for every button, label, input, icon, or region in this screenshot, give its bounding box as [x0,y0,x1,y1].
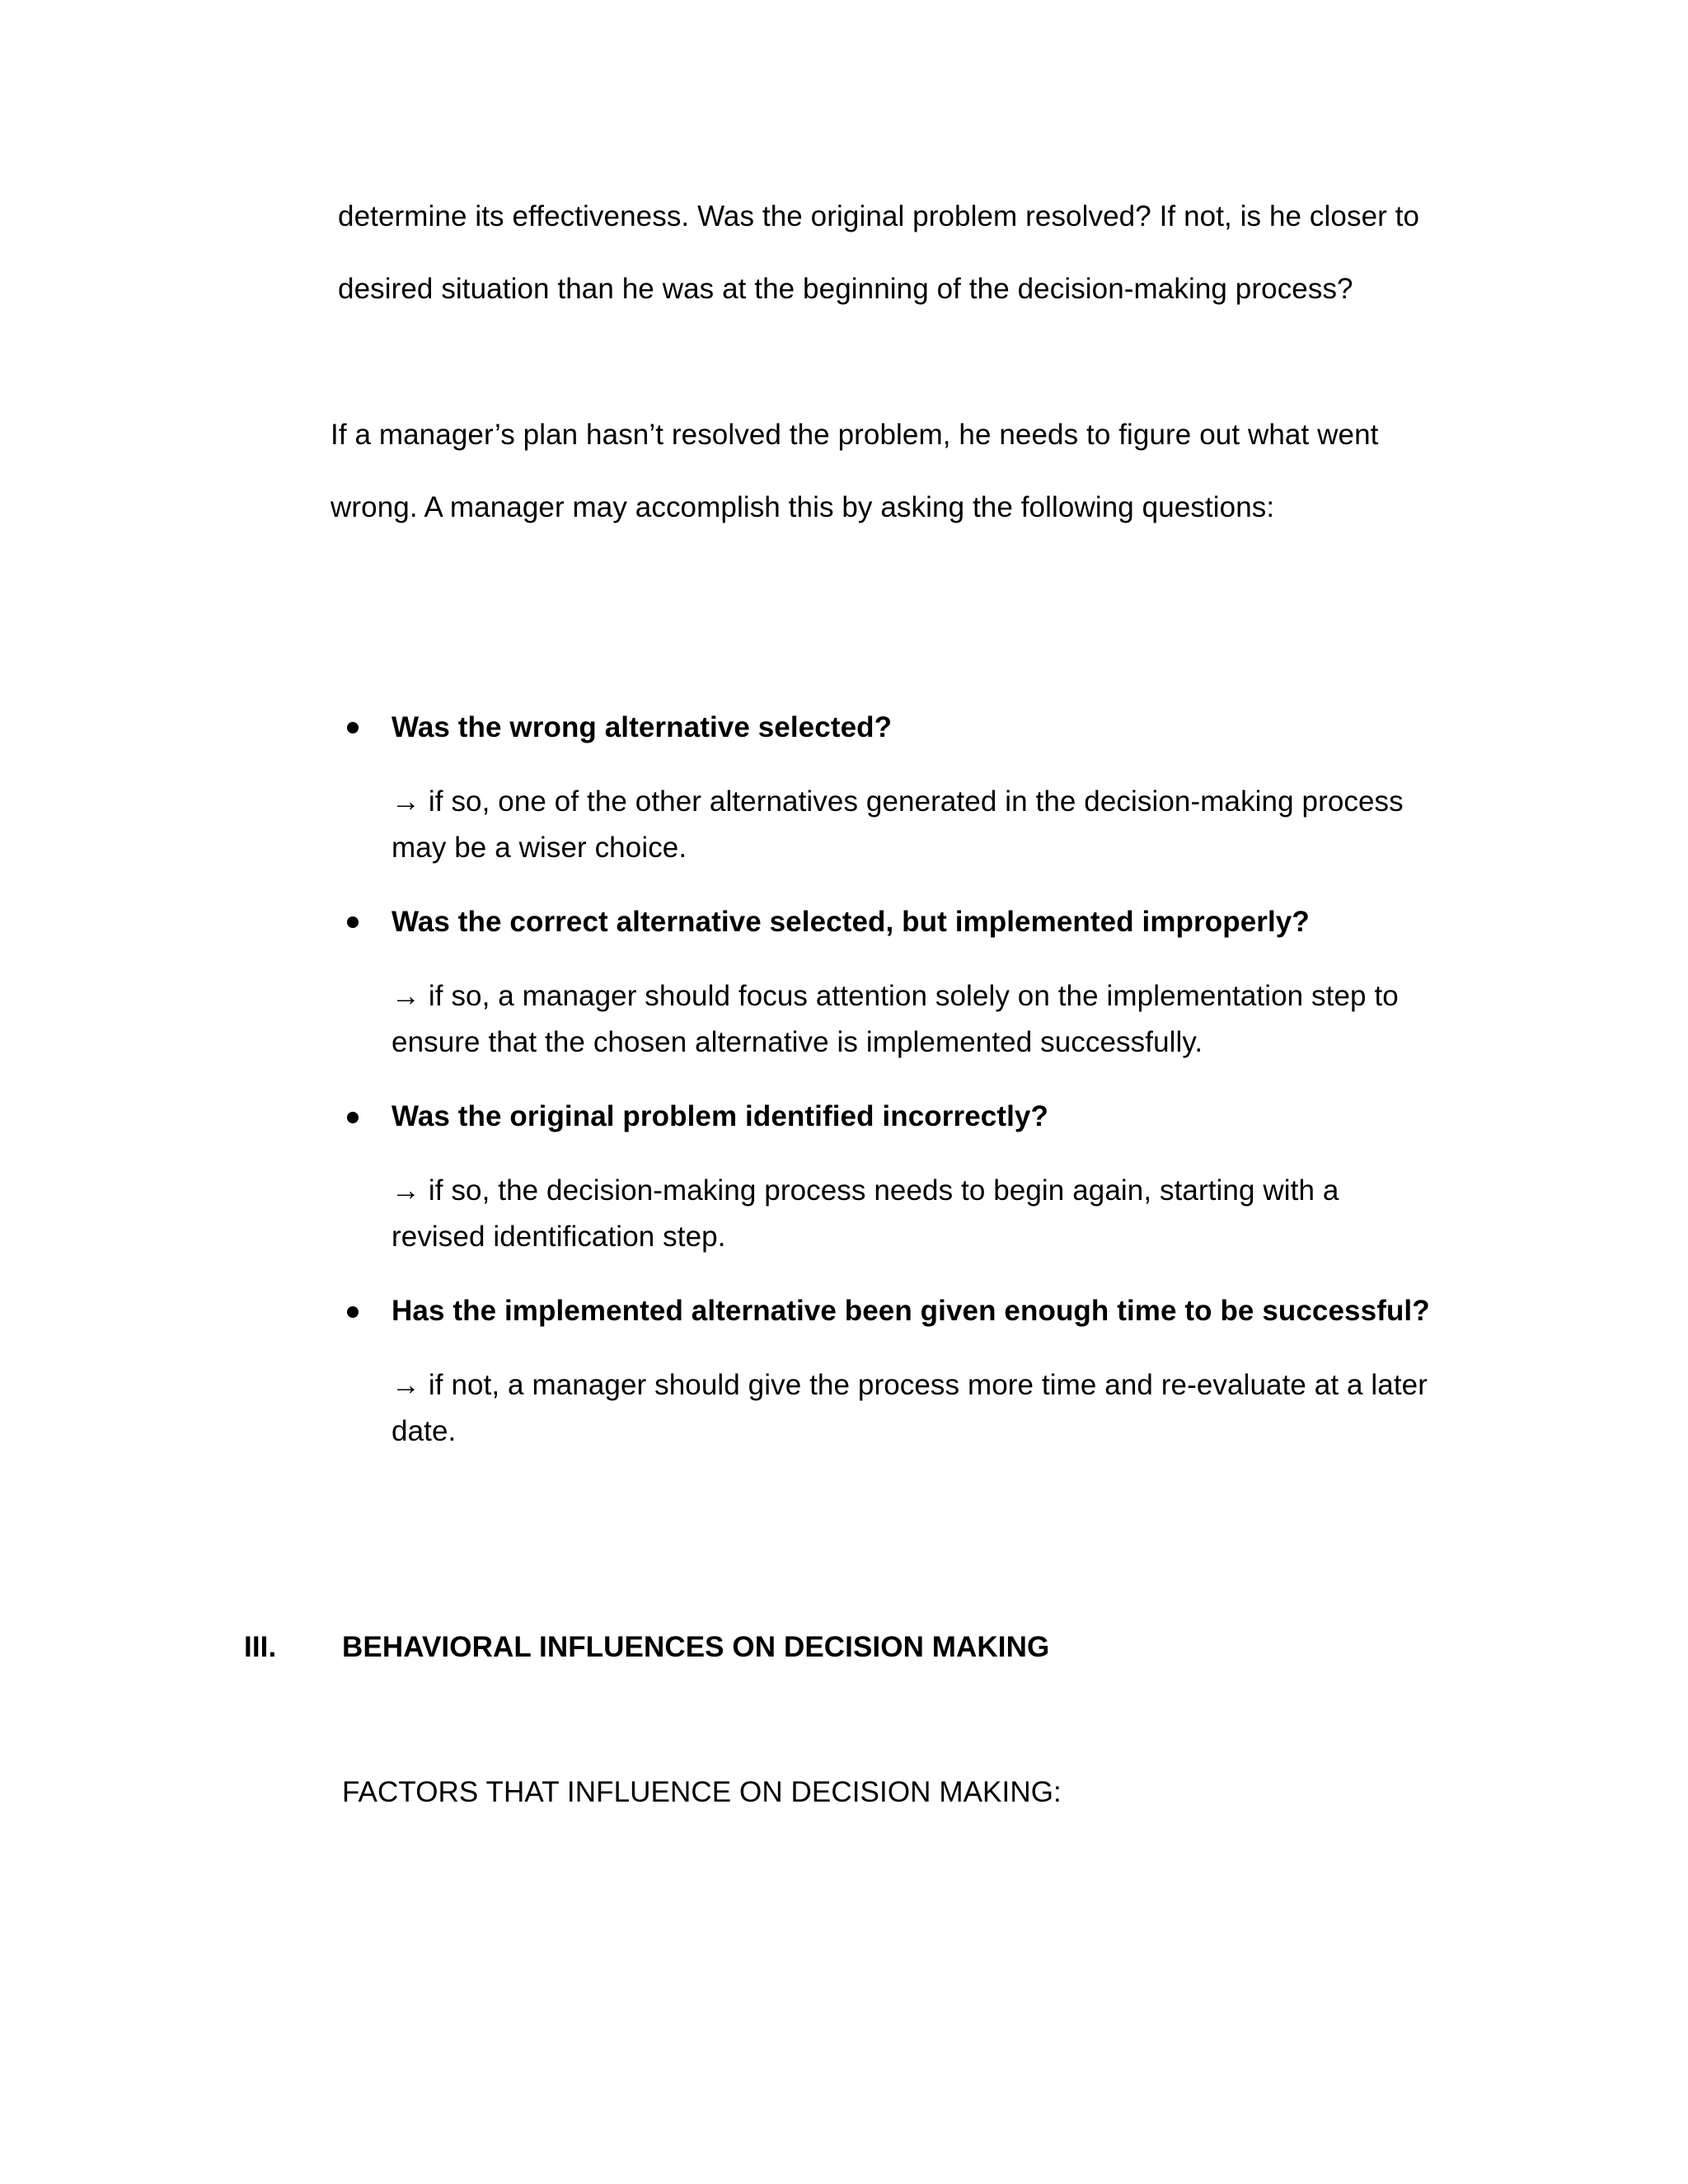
answer-1-line-1: → if so, one of the other alternatives generated in the decision-making process [392,785,1404,818]
paragraph-1-line-1: determine its effectiveness. Was the original problem resolved? If not, is he closer to [338,200,1420,232]
answer-1-line-2: may be a wiser choice. [392,832,687,864]
section-number: III. [244,1631,277,1663]
subheading: FACTORS THAT INFLUENCE ON DECISION MAKING: [342,1776,1062,1808]
question-2: Was the correct alternative selected, but implemented improperly? [392,906,1310,938]
answer-2-line-2: ensure that the chosen alternative is implemented successfully. [392,1026,1203,1058]
question-1: Was the wrong alternative selected? [392,711,893,743]
answer-4-line-2: date. [392,1415,457,1447]
bullet-icon [347,722,359,733]
question-3: Was the original problem identified incorrectly? [392,1100,1048,1132]
answer-2-line-1: → if so, a manager should focus attention solely on the implementation step to [392,980,1399,1012]
paragraph-1-line-2: desired situation than he was at the beginning of the decision-making process? [338,273,1353,305]
answer-4-line-1: → if not, a manager should give the process more time and re-evaluate at a later [392,1369,1428,1401]
section-title: BEHAVIORAL INFLUENCES ON DECISION MAKING [342,1631,1050,1663]
paragraph-2-line-2: wrong. A manager may accomplish this by asking the following questions: [331,491,1275,523]
bullet-icon [347,1306,359,1318]
question-4: Has the implemented alternative been given enough time to be successful? [392,1295,1430,1327]
bullet-icon [347,916,359,928]
answer-3-line-2: revised identification step. [392,1221,726,1253]
bullet-icon [347,1112,359,1123]
answer-3-line-1: → if so, the decision-making process needs to begin again, starting with a [392,1174,1339,1207]
paragraph-2-line-1: If a manager’s plan hasn’t resolved the problem, he needs to figure out what went [331,419,1379,451]
